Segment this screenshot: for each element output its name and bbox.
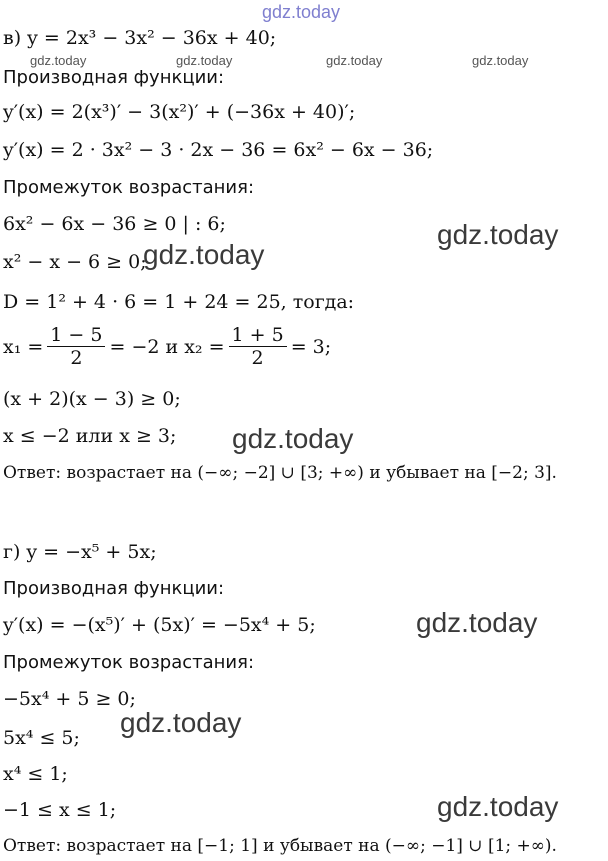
x2-denominator: 2 (251, 347, 264, 369)
derivative-line: y′(x) = 2 · 3x² − 3 · 2x − 36 = 6x² − 6x − 36; (3, 139, 434, 161)
derivative-line: y′(x) = −(x⁵)′ + (5x)′ = −5x⁴ + 5; (3, 614, 316, 636)
answer-line: Ответ: возрастает на (−∞; −2] ∪ [3; +∞) и убывает на [−2; 3]. (3, 463, 557, 483)
inequality-line: x⁴ ≤ 1; (3, 763, 68, 785)
roots-line (3, 324, 331, 369)
watermark-large: gdz.today (120, 707, 242, 738)
watermark-large: gdz.today (437, 219, 559, 250)
inequality-line: −1 ≤ x ≤ 1; (3, 799, 117, 821)
inequality-line: 6x² − 6x − 36 ≥ 0 | : 6; (3, 213, 226, 235)
derivative-label: Производная функции: (3, 578, 225, 599)
discriminant-line: D = 1² + 4 · 6 = 1 + 24 = 25, тогда: (3, 291, 355, 313)
x2-fraction (229, 324, 287, 369)
watermark-large: gdz.today (232, 423, 354, 454)
x1-rhs: = −2 и x₂ = (109, 335, 225, 358)
watermark-large: gdz.today (143, 239, 265, 270)
solution-line: x ≤ −2 или x ≥ 3; (3, 425, 177, 447)
factored-line: (x + 2)(x − 3) ≥ 0; (3, 388, 181, 410)
watermark-small: gdz.today (176, 53, 233, 68)
interval-label: Промежуток возрастания: (3, 177, 255, 198)
answer-line: Ответ: возрастает на [−1; 1] и убывает на (−∞; −1] ∪ [1; +∞). (3, 836, 557, 856)
watermark-small: gdz.today (30, 53, 87, 68)
inequality-line: x² − x − 6 ≥ 0; (3, 251, 147, 273)
x2-rhs: = 3; (290, 335, 332, 358)
x2-numerator: 1 + 5 (229, 324, 287, 347)
x1-denominator: 2 (70, 347, 83, 369)
derivative-label: Производная функции: (3, 67, 225, 88)
part-g-heading: г) y = −x⁵ + 5x; (3, 541, 157, 563)
interval-label: Промежуток возрастания: (3, 652, 255, 673)
inequality-line: 5x⁴ ≤ 5; (3, 727, 80, 749)
inequality-line: −5x⁴ + 5 ≥ 0; (3, 688, 136, 710)
watermark-small: gdz.today (326, 53, 383, 68)
part-v-heading: в) y = 2x³ − 3x² − 36x + 40; (3, 27, 277, 49)
x1-lhs: x₁ = (3, 335, 44, 358)
watermark-small: gdz.today (472, 53, 529, 68)
x1-numerator: 1 − 5 (47, 324, 105, 347)
watermark-large: gdz.today (416, 607, 538, 638)
derivative-line: y′(x) = 2(x³)′ − 3(x²)′ + (−36x + 40)′; (3, 101, 356, 123)
x1-fraction (47, 324, 105, 369)
watermark-top: gdz.today (262, 2, 341, 22)
watermark-large: gdz.today (437, 791, 559, 822)
